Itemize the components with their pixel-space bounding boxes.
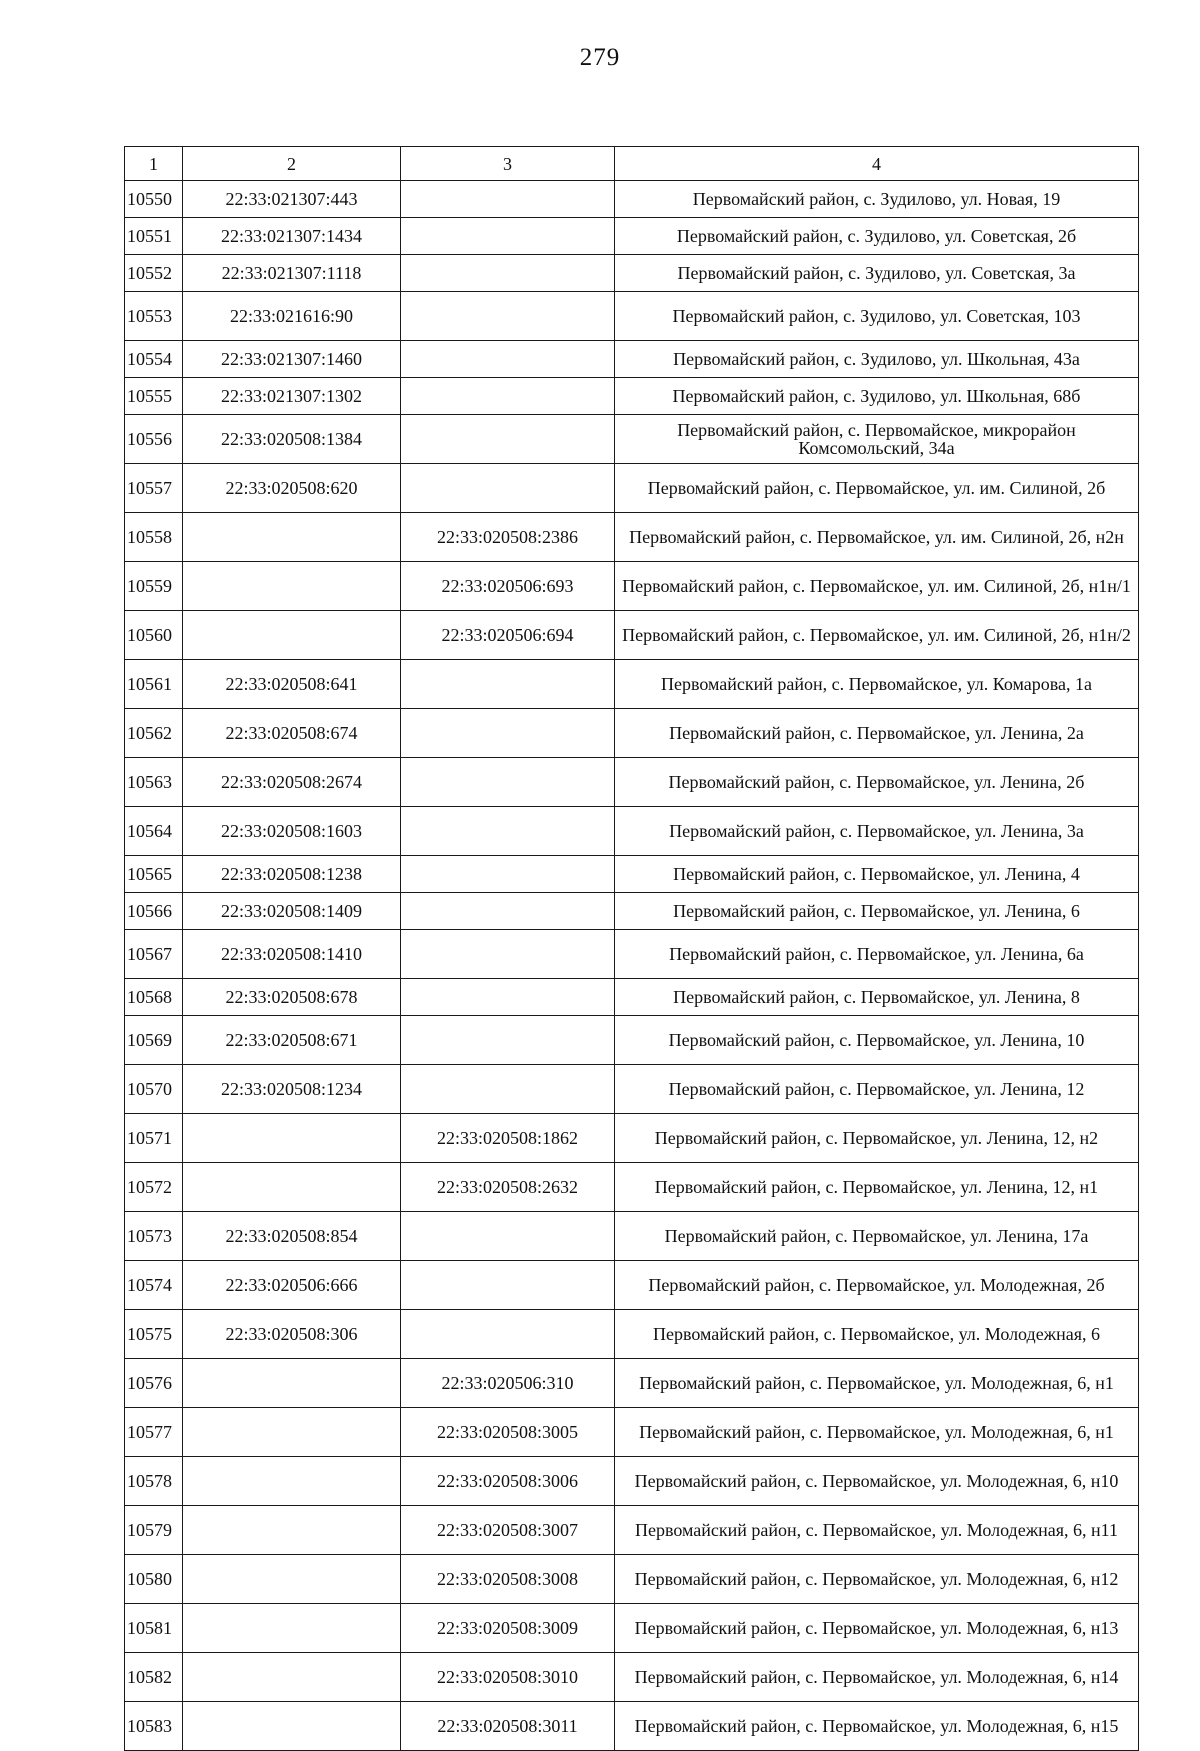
premises-number-cell (401, 1065, 615, 1114)
row-number-cell: 10551 (125, 218, 183, 255)
table-row (125, 1310, 1139, 1359)
table-row (125, 758, 1139, 807)
cadastral-number-cell: 22:33:021307:443 (183, 181, 401, 218)
cadastral-number-cell (183, 1114, 401, 1163)
premises-number-cell (401, 660, 615, 709)
header-col-4: 4 (615, 147, 1139, 181)
cadastral-number-cell: 22:33:020508:671 (183, 1016, 401, 1065)
address-cell: Первомайский район, с. Первомайское, ул. Молодежная, 6, н1 (615, 1359, 1139, 1408)
address-cell: Первомайский район, с. Первомайское, ул. Ленина, 2б (615, 758, 1139, 807)
cadastral-number-cell (183, 1702, 401, 1751)
row-number-cell: 10581 (125, 1604, 183, 1653)
header-col-2: 2 (183, 147, 401, 181)
row-number-cell: 10564 (125, 807, 183, 856)
cadastral-number-cell (183, 1457, 401, 1506)
premises-number-cell: 22:33:020508:3011 (401, 1702, 615, 1751)
table-row (125, 1212, 1139, 1261)
row-number-cell: 10578 (125, 1457, 183, 1506)
cadastral-number-cell (183, 1359, 401, 1408)
row-number-cell: 10577 (125, 1408, 183, 1457)
cadastral-number-cell (183, 611, 401, 660)
premises-number-cell (401, 218, 615, 255)
cadastral-number-cell (183, 1653, 401, 1702)
table-row (125, 1604, 1139, 1653)
cadastral-number-cell: 22:33:020508:641 (183, 660, 401, 709)
premises-number-cell (401, 378, 615, 415)
address-cell: Первомайский район, с. Первомайское, ул. Молодежная, 6, н1 (615, 1408, 1139, 1457)
address-cell: Первомайский район, с. Первомайское, ул. Молодежная, 2б (615, 1261, 1139, 1310)
table-body (125, 181, 1139, 1751)
table-row (125, 611, 1139, 660)
premises-number-cell (401, 292, 615, 341)
row-number-cell: 10558 (125, 513, 183, 562)
cadastral-number-cell (183, 1408, 401, 1457)
row-number-cell: 10569 (125, 1016, 183, 1065)
premises-number-cell (401, 1016, 615, 1065)
table-row (125, 1114, 1139, 1163)
row-number-cell: 10561 (125, 660, 183, 709)
table-row (125, 1457, 1139, 1506)
table-row (125, 709, 1139, 758)
cadastral-number-cell: 22:33:020508:678 (183, 979, 401, 1016)
row-number-cell: 10572 (125, 1163, 183, 1212)
cadastral-number-cell: 22:33:020508:1234 (183, 1065, 401, 1114)
row-number-cell: 10562 (125, 709, 183, 758)
table-row (125, 415, 1139, 464)
address-cell: Первомайский район, с. Зудилово, ул. Советская, 103 (615, 292, 1139, 341)
cadastral-number-cell (183, 513, 401, 562)
table-row (125, 255, 1139, 292)
table-row (125, 218, 1139, 255)
table-row (125, 181, 1139, 218)
cadastral-number-cell (183, 562, 401, 611)
row-number-cell: 10555 (125, 378, 183, 415)
premises-number-cell (401, 856, 615, 893)
table-row (125, 1065, 1139, 1114)
address-cell: Первомайский район, с. Зудилово, ул. Советская, 2б (615, 218, 1139, 255)
row-number-cell: 10580 (125, 1555, 183, 1604)
address-cell: Первомайский район, с. Первомайское, ул. Ленина, 2а (615, 709, 1139, 758)
table-row (125, 378, 1139, 415)
premises-number-cell (401, 1261, 615, 1310)
cadastral-number-cell: 22:33:020508:2674 (183, 758, 401, 807)
address-cell: Первомайский район, с. Первомайское, ул. Молодежная, 6, н15 (615, 1702, 1139, 1751)
address-cell: Первомайский район, с. Первомайское, ул. им. Силиной, 2б, н1н/2 (615, 611, 1139, 660)
table-row (125, 856, 1139, 893)
premises-number-cell: 22:33:020508:3008 (401, 1555, 615, 1604)
cadastral-number-cell (183, 1555, 401, 1604)
premises-number-cell: 22:33:020506:694 (401, 611, 615, 660)
row-number-cell: 10583 (125, 1702, 183, 1751)
premises-number-cell: 22:33:020508:1862 (401, 1114, 615, 1163)
premises-number-cell: 22:33:020508:3009 (401, 1604, 615, 1653)
table-row (125, 1506, 1139, 1555)
premises-number-cell (401, 415, 615, 464)
address-cell: Первомайский район, с. Первомайское, ул. Молодежная, 6 (615, 1310, 1139, 1359)
row-number-cell: 10552 (125, 255, 183, 292)
row-number-cell: 10553 (125, 292, 183, 341)
table-row (125, 1702, 1139, 1751)
row-number-cell: 10574 (125, 1261, 183, 1310)
cadastral-number-cell: 22:33:020508:620 (183, 464, 401, 513)
table-row (125, 1016, 1139, 1065)
premises-number-cell (401, 464, 615, 513)
table-row (125, 1653, 1139, 1702)
premises-number-cell: 22:33:020506:310 (401, 1359, 615, 1408)
cadastral-number-cell: 22:33:021307:1460 (183, 341, 401, 378)
row-number-cell: 10570 (125, 1065, 183, 1114)
address-cell: Первомайский район, с. Зудилово, ул. Советская, 3а (615, 255, 1139, 292)
address-cell: Первомайский район, с. Первомайское, ул. Ленина, 8 (615, 979, 1139, 1016)
premises-number-cell: 22:33:020508:2386 (401, 513, 615, 562)
table-row (125, 562, 1139, 611)
premises-number-cell (401, 758, 615, 807)
address-cell: Первомайский район, с. Первомайское, ул. Молодежная, 6, н11 (615, 1506, 1139, 1555)
address-cell: Первомайский район, с. Первомайское, ул. Комарова, 1а (615, 660, 1139, 709)
row-number-cell: 10559 (125, 562, 183, 611)
cadastral-number-cell: 22:33:020508:674 (183, 709, 401, 758)
table-row (125, 1359, 1139, 1408)
row-number-cell: 10556 (125, 415, 183, 464)
table-row (125, 513, 1139, 562)
header-col-3: 3 (401, 147, 615, 181)
row-number-cell: 10566 (125, 893, 183, 930)
table-row (125, 660, 1139, 709)
address-cell: Первомайский район, с. Первомайское, ул. им. Силиной, 2б, н2н (615, 513, 1139, 562)
cadastral-number-cell: 22:33:020508:1409 (183, 893, 401, 930)
cadastral-number-cell: 22:33:020508:1410 (183, 930, 401, 979)
table-row (125, 1163, 1139, 1212)
premises-number-cell (401, 1310, 615, 1359)
premises-number-cell (401, 979, 615, 1016)
premises-number-cell (401, 807, 615, 856)
table-row (125, 1261, 1139, 1310)
cadastral-number-cell: 22:33:020508:1603 (183, 807, 401, 856)
address-cell: Первомайский район, с. Первомайское, ул. Молодежная, 6, н10 (615, 1457, 1139, 1506)
cadastral-number-cell: 22:33:020508:854 (183, 1212, 401, 1261)
table-row (125, 807, 1139, 856)
premises-number-cell (401, 255, 615, 292)
table-row (125, 1408, 1139, 1457)
row-number-cell: 10571 (125, 1114, 183, 1163)
address-cell: Первомайский район, с. Первомайское, ул. Молодежная, 6, н13 (615, 1604, 1139, 1653)
address-cell: Первомайский район, с. Первомайское, ул. Ленина, 17а (615, 1212, 1139, 1261)
address-cell: Первомайский район, с. Первомайское, ул. Ленина, 6а (615, 930, 1139, 979)
cadastral-number-cell: 22:33:021307:1302 (183, 378, 401, 415)
page-number: 279 (579, 44, 621, 71)
row-number-cell: 10576 (125, 1359, 183, 1408)
row-number-cell: 10557 (125, 464, 183, 513)
premises-number-cell: 22:33:020508:3005 (401, 1408, 615, 1457)
row-number-cell: 10575 (125, 1310, 183, 1359)
cadastral-number-cell: 22:33:020506:666 (183, 1261, 401, 1310)
table-row (125, 930, 1139, 979)
address-cell: Первомайский район, с. Первомайское, ул. Ленина, 12, н1 (615, 1163, 1139, 1212)
premises-number-cell: 22:33:020508:2632 (401, 1163, 615, 1212)
premises-number-cell (401, 893, 615, 930)
row-number-cell: 10550 (125, 181, 183, 218)
premises-number-cell: 22:33:020508:3010 (401, 1653, 615, 1702)
address-cell: Первомайский район, с. Первомайское, ул. им. Силиной, 2б (615, 464, 1139, 513)
cadastral-number-cell: 22:33:020508:1384 (183, 415, 401, 464)
row-number-cell: 10565 (125, 856, 183, 893)
table-row (125, 1555, 1139, 1604)
address-cell: Первомайский район, с. Первомайское, ул. Ленина, 6 (615, 893, 1139, 930)
row-number-cell: 10582 (125, 1653, 183, 1702)
table-row (125, 341, 1139, 378)
address-cell: Первомайский район, с. Первомайское, микрорайон Комсомольский, 34а (615, 415, 1139, 464)
address-cell: Первомайский район, с. Первомайское, ул. Ленина, 4 (615, 856, 1139, 893)
header-row (125, 147, 1139, 181)
premises-number-cell (401, 709, 615, 758)
cadastral-number-cell: 22:33:020508:306 (183, 1310, 401, 1359)
cadastral-number-cell: 22:33:021307:1118 (183, 255, 401, 292)
table-row (125, 464, 1139, 513)
address-cell: Первомайский район, с. Первомайское, ул. им. Силиной, 2б, н1н/1 (615, 562, 1139, 611)
cadastral-number-cell: 22:33:020508:1238 (183, 856, 401, 893)
address-cell: Первомайский район, с. Первомайское, ул. Молодежная, 6, н12 (615, 1555, 1139, 1604)
premises-number-cell: 22:33:020508:3007 (401, 1506, 615, 1555)
registry-table (124, 146, 1139, 1751)
address-cell: Первомайский район, с. Зудилово, ул. Школьная, 43а (615, 341, 1139, 378)
row-number-cell: 10573 (125, 1212, 183, 1261)
premises-number-cell: 22:33:020508:3006 (401, 1457, 615, 1506)
header-col-1: 1 (125, 147, 183, 181)
row-number-cell: 10554 (125, 341, 183, 378)
row-number-cell: 10568 (125, 979, 183, 1016)
address-cell: Первомайский район, с. Первомайское, ул. Ленина, 3а (615, 807, 1139, 856)
address-cell: Первомайский район, с. Первомайское, ул. Ленина, 12 (615, 1065, 1139, 1114)
cadastral-number-cell (183, 1604, 401, 1653)
row-number-cell: 10567 (125, 930, 183, 979)
premises-number-cell (401, 1212, 615, 1261)
premises-number-cell: 22:33:020506:693 (401, 562, 615, 611)
cadastral-number-cell (183, 1506, 401, 1555)
premises-number-cell (401, 341, 615, 378)
table-row (125, 979, 1139, 1016)
row-number-cell: 10560 (125, 611, 183, 660)
row-number-cell: 10579 (125, 1506, 183, 1555)
table-row (125, 893, 1139, 930)
address-cell: Первомайский район, с. Зудилово, ул. Новая, 19 (615, 181, 1139, 218)
cadastral-number-cell: 22:33:021616:90 (183, 292, 401, 341)
address-cell: Первомайский район, с. Первомайское, ул. Ленина, 10 (615, 1016, 1139, 1065)
table-row (125, 292, 1139, 341)
cadastral-number-cell: 22:33:021307:1434 (183, 218, 401, 255)
premises-number-cell (401, 181, 615, 218)
cadastral-number-cell (183, 1163, 401, 1212)
address-cell: Первомайский район, с. Первомайское, ул. Молодежная, 6, н14 (615, 1653, 1139, 1702)
address-cell: Первомайский район, с. Первомайское, ул. Ленина, 12, н2 (615, 1114, 1139, 1163)
row-number-cell: 10563 (125, 758, 183, 807)
premises-number-cell (401, 930, 615, 979)
address-cell: Первомайский район, с. Зудилово, ул. Школьная, 68б (615, 378, 1139, 415)
